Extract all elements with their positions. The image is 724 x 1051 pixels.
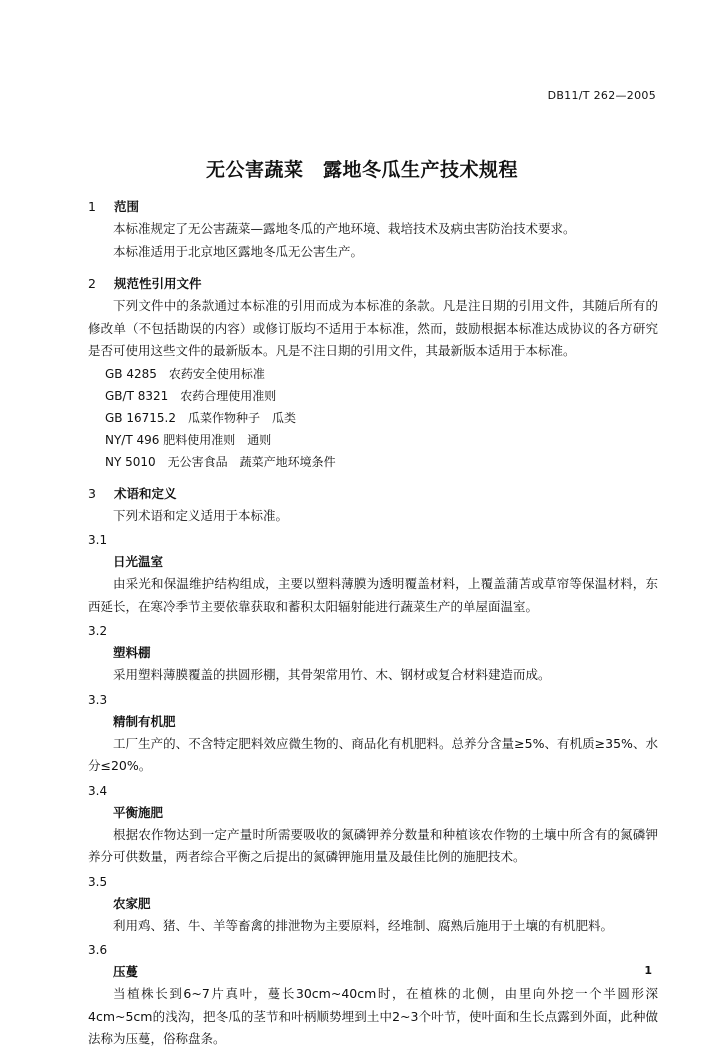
paragraph: 下列文件中的条款通过本标准的引用而成为本标准的条款。凡是注日期的引用文件，其随后所有的修改单（不包括勘误的内容）或修订版均不适用于本标准，然而，鼓励根据本标准达成协议的各方研究是否可使用这些文件的最新版本。凡是不注日期的引用文件，其最新版本适用于本标准。 [88, 298, 658, 358]
reference-item: NY 5010 无公害食品 蔬菜产地环境条件 [105, 454, 336, 469]
term-number: 3.6 [88, 943, 108, 957]
term-name: 精制有机肥 [113, 713, 176, 729]
term-definition: 当植株长到6~7片真叶，蔓长30cm~40cm时，在植株的北侧，由里向外挖一个半圆形深4cm~5cm的浅沟，把冬瓜的茎节和叶柄顺势埋到土中2~3个叶节，使叶面和生长点露到外面，此种做法称为压蔓，俗称盘条。 [88, 986, 658, 1046]
section-title: 规范性引用文件 [114, 276, 202, 291]
section-heading-references [88, 273, 658, 295]
paragraph: 下列术语和定义适用于本标准。 [113, 507, 289, 523]
document-title: 无公害蔬菜 露地冬瓜生产技术规程 [205, 159, 518, 181]
section-heading-scope [88, 196, 658, 218]
document-body [88, 196, 658, 1051]
section-number: 1 [88, 199, 96, 214]
paragraph: 本标准适用于北京地区露地冬瓜无公害生产。 [113, 243, 364, 259]
term-definition: 根据农作物达到一定产量时所需要吸收的氮磷钾养分数量和种植该农作物的土壤中所含有的氮磷钾养分可供数量，两者综合平衡之后提出的氮磷钾施用量及最佳比例的施肥技术。 [88, 826, 658, 864]
paragraph: 本标准规定了无公害蔬菜—露地冬瓜的产地环境、栽培技术及病虫害防治技术要求。 [113, 221, 576, 236]
term-definition: 采用塑料薄膜覆盖的拱圆形棚，其骨架常用竹、木、钢材或复合材料建造而成。 [113, 667, 551, 682]
term-name: 压蔓 [113, 964, 139, 979]
term-name: 平衡施肥 [113, 804, 164, 820]
term-definition: 由采光和保温维护结构组成，主要以塑料薄膜为透明覆盖材料，上覆盖蒲苫或草帘等保温材料，东西延长，在寒冷季节主要依靠获取和蓄积太阳辐射能进行蔬菜生产的单屋面温室。 [88, 576, 658, 614]
term-number: 3.3 [88, 692, 108, 707]
term-number: 3.2 [88, 624, 108, 638]
reference-item: NY/T 496 肥料使用准则 通则 [105, 432, 272, 447]
reference-item: GB 16715.2 瓜菜作物种子 瓜类 [105, 410, 296, 425]
term-number: 3.5 [88, 874, 108, 889]
term-name: 农家肥 [113, 895, 151, 911]
section-number: 3 [88, 485, 96, 501]
reference-item: GB/T 8321 农药合理使用准则 [105, 388, 277, 403]
term-name: 日光温室 [113, 554, 164, 569]
term-definition: 利用鸡、猪、牛、羊等畜禽的排泄物为主要原料，经堆制、腐熟后施用于土壤的有机肥料。 [113, 917, 614, 933]
section-title: 范围 [114, 199, 140, 214]
term-number: 3.4 [88, 783, 108, 798]
term-number: 3.1 [88, 533, 108, 547]
reference-item: GB 4285 农药安全使用标准 [105, 366, 265, 381]
page-number: 1 [644, 964, 652, 977]
section-title: 术语和定义 [114, 485, 177, 501]
term-name: 塑料棚 [113, 645, 151, 660]
section-number: 2 [88, 276, 96, 291]
standard-code: DB11/T 262—2005 [547, 89, 656, 102]
term-definition: 工厂生产的、不含特定肥料效应微生物的、商品化有机肥料。总养分含量≥5%、有机质≥35%、水分≤20%。 [88, 735, 659, 773]
section-heading-terms [88, 483, 658, 505]
